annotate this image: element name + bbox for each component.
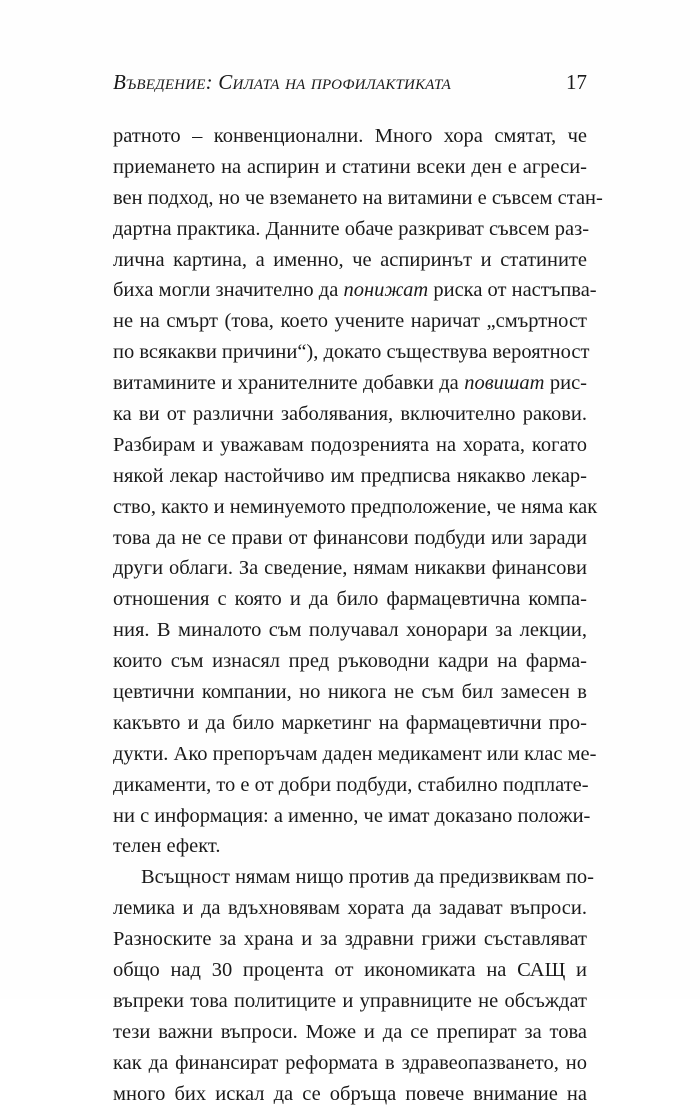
- text-segment: ни с информация: а именно, че имат доказано положи-: [113, 804, 591, 827]
- text-segment: някой лекар настойчиво им предписва някакво лекар-: [113, 464, 587, 487]
- text-segment: дукти. Ако препоръчам даден медикамент или клас ме-: [113, 742, 597, 765]
- text-segment: ство, както и неминуемото предположение, че няма как: [113, 495, 598, 518]
- text-line: [113, 862, 595, 893]
- chapter-title: Въведение: Силата на профилактиката: [113, 70, 451, 94]
- text-segment: общо над 30 процента от икономиката на САЩ и: [113, 959, 587, 982]
- text-line: [113, 1017, 587, 1048]
- text-line: [113, 1079, 587, 1110]
- text-segment: много бих искал да се обръща повече внимание на: [113, 1082, 587, 1105]
- text-line: [113, 245, 587, 276]
- text-line: [113, 183, 603, 214]
- text-line: [113, 430, 587, 461]
- text-line: [113, 955, 587, 986]
- text-segment: телен ефект.: [113, 835, 221, 858]
- text-line: [113, 523, 587, 554]
- text-segment: витамините и хранителните добавки да: [113, 372, 465, 395]
- running-head: [113, 70, 587, 102]
- text-line: [113, 831, 587, 862]
- text-segment: това да не се прави от финансови подбуди или заради: [113, 526, 587, 549]
- text-line: [113, 1048, 587, 1079]
- text-segment: приемането на аспирин и статини всеки ден е агреси-: [113, 155, 587, 178]
- text-line: [113, 461, 587, 492]
- text-line: [113, 121, 587, 152]
- page-number: 17: [566, 70, 587, 94]
- text-segment: дартна практика. Данните обаче разкриват съвсем раз-: [113, 217, 590, 240]
- text-line: [113, 584, 587, 615]
- emphasized-word: повишат: [464, 372, 545, 395]
- emphasized-word: понижат: [343, 279, 429, 302]
- text-segment: въпреки това политиците и управниците не обсъждат: [113, 989, 587, 1012]
- text-line: [113, 677, 587, 708]
- text-segment: Разноските за храна и за здравни грижи съставляват: [113, 928, 587, 951]
- text-line: [113, 368, 587, 399]
- text-segment: други облаги. За сведение, нямам никакви финансови: [113, 557, 587, 580]
- text-line: [113, 770, 587, 801]
- text-segment: ратното – конвенционални. Много хора смятат, че: [113, 125, 587, 147]
- text-segment: цевтични компании, но никога не съм бил замесен в: [113, 681, 587, 704]
- text-line: [113, 152, 587, 183]
- text-segment: лична картина, а именно, че аспиринът и статините: [113, 248, 587, 271]
- text-line: [113, 492, 598, 523]
- text-segment: ния. В миналото съм получавал хонорари за лекции,: [113, 619, 587, 642]
- paragraph: [113, 121, 603, 862]
- text-line: [113, 986, 587, 1017]
- text-line: [113, 801, 591, 832]
- text-segment: лемика и да вдъхновявам хората да задават въпроси.: [113, 897, 587, 920]
- text-line: [113, 739, 597, 770]
- text-segment: риска от настъпва-: [428, 279, 597, 302]
- text-segment: дикаменти, то е от добри подбуди, стабилно подплате-: [113, 773, 589, 796]
- text-segment: как да финансират реформата в здравеопазването, но: [113, 1051, 587, 1074]
- text-segment: отношения с която и да било фармацевтична компа-: [113, 588, 587, 611]
- text-line: [113, 924, 587, 955]
- text-segment: биха могли значително да: [113, 279, 344, 302]
- text-segment: Разбирам и уважавам подозренията на хората, когато: [113, 433, 587, 456]
- text-segment: които съм изнасял пред ръководни кадри на фарма-: [113, 650, 587, 673]
- paragraph: [113, 862, 595, 1109]
- text-line: [113, 615, 587, 646]
- text-line: [113, 399, 587, 430]
- text-line: [113, 306, 587, 337]
- text-segment: ка ви от различни заболявания, включително ракови.: [113, 403, 587, 426]
- text-segment: по всякакви причини“), докато съществува вероятност: [113, 341, 590, 364]
- text-line: [113, 214, 590, 245]
- text-segment: какъвто и да било маркетинг на фармацевтични про-: [113, 711, 587, 734]
- text-line: [113, 646, 587, 677]
- text-segment: не на смърт (това, което учените наричат „смъртност: [113, 310, 587, 333]
- text-segment: Всъщност нямам нищо против да предизвиквам по-: [141, 866, 595, 889]
- text-line: [113, 275, 597, 306]
- body-text: [113, 121, 603, 1110]
- text-line: [113, 893, 587, 924]
- text-segment: вен подход, но че вземането на витамини е съвсем стан-: [113, 186, 603, 209]
- text-line: [113, 708, 587, 739]
- text-line: [113, 553, 587, 584]
- text-segment: тези важни въпроси. Може и да се препират за това: [113, 1020, 587, 1043]
- text-segment: рис-: [544, 372, 588, 395]
- text-line: [113, 337, 590, 368]
